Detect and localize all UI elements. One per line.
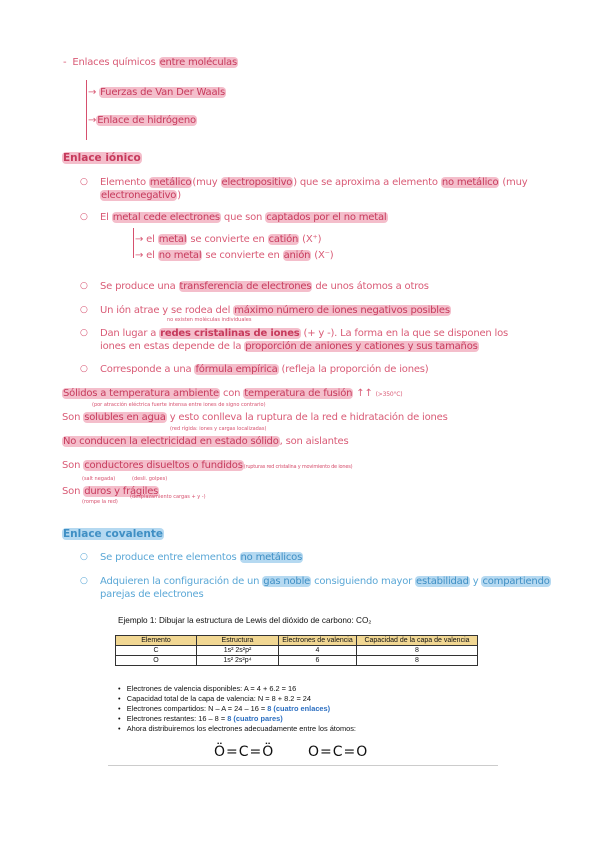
note-blows: (desli. golpes) — [132, 476, 168, 482]
ionic-item-5: Dan lugar a redes cristalinas de iones (+ y -). La forma en la que se disponen los — [100, 328, 509, 339]
property-4: Son conductores disueltos o fundidos(rupturas red cristalina y movimiento de iones) — [62, 460, 353, 471]
ionic-item-5-cont: iones en estas depende de la proporción de aniones y cationes y sus tamaños — [100, 341, 478, 352]
table-cell: 1s² 2s²p² — [197, 646, 279, 656]
bullet-icon: ○ — [80, 212, 88, 222]
table-row — [116, 646, 478, 656]
anion-line: → el no metal se convierte en anión (X⁻) — [135, 250, 334, 261]
ionic-item-1: Elemento metálico(muy electropositivo) que se aproxima a elemento no metálico (muy — [100, 177, 528, 188]
table-header: Elemento — [116, 636, 197, 646]
bullet-icon: ○ — [80, 552, 88, 562]
ionic-item-3: Se produce una transferencia de electrones de unos átomos a otros — [100, 281, 429, 292]
note-rigid-lattice: (red rígida: iones y cargas localizadas) — [170, 426, 267, 432]
bullet-icon: ○ — [80, 281, 88, 291]
table-cell: C — [116, 646, 197, 656]
table-cell: 1s² 2s²p⁴ — [197, 656, 279, 666]
branch-hbond: →Enlace de hidrógeno — [88, 115, 196, 126]
property-5: Son duros y frágiles — [62, 486, 159, 497]
table-cell: 8 — [357, 656, 478, 666]
table-cell: 6 — [279, 656, 357, 666]
example-bullet-5: • Ahora distribuiremos los electrones adecuadamente entre los átomos: — [118, 724, 356, 733]
table-header: Capacidad de la capa de valencia — [357, 636, 478, 646]
table-header: Electrones de valencia — [279, 636, 357, 646]
lewis-structure-plain: O=C=O — [308, 744, 369, 760]
bullet-icon: ○ — [80, 177, 88, 187]
example-table — [115, 635, 478, 666]
ionic-item-6: Corresponde a una fórmula empírica (refleja la proporción de iones) — [100, 364, 429, 375]
ionic-item-4: Un ión atrae y se rodea del máximo número de iones negativos posibles — [100, 305, 450, 316]
tree-line — [86, 80, 87, 140]
bullet-icon: ○ — [80, 305, 88, 315]
note-breaks-lattice: (rompe la red) — [82, 499, 118, 505]
ionic-item-1-cont: electronegativo) — [101, 190, 181, 201]
example-bullet-2: • Capacidad total de la capa de valencia: N = 8 + 8.2 = 24 — [118, 694, 312, 703]
example-bullet-4: • Electrones restantes: 16 – 8 = 8 (cuatro pares) — [118, 714, 283, 723]
ionic-item-2: El metal cede electrones que son captados por el no metal — [100, 212, 387, 223]
property-3: No conducen la electricidad en estado sólido, son aislantes — [63, 436, 349, 447]
example-table-wrap — [115, 635, 478, 666]
covalent-item-2: Adquieren la configuración de un gas noble consiguiendo mayor estabilidad y compartiendo — [100, 576, 550, 587]
example-title: Ejemplo 1: Dibujar la estructura de Lewis del dióxido de carbono: CO₂ — [118, 616, 372, 625]
table-row — [116, 656, 478, 666]
table-header: Estructura — [197, 636, 279, 646]
branch-line — [133, 228, 134, 258]
note-attraction: (por atracción eléctrica fuerte intensa entre iones de signo contrario) — [92, 402, 266, 408]
table-header-row — [116, 636, 478, 646]
top-line: - Enlaces químicos entre moléculas — [63, 57, 237, 68]
table-cell: 4 — [279, 646, 357, 656]
note-salt: (salt negada) — [82, 476, 116, 482]
ionic-heading: Enlace iónico — [63, 152, 141, 164]
bullet-icon: ○ — [80, 364, 88, 374]
table-cell: O — [116, 656, 197, 666]
bullet-icon: ○ — [80, 576, 88, 586]
branch-vdw: → Fuerzas de Van Der Waals — [88, 87, 225, 98]
divider — [108, 765, 498, 766]
bullet-icon: ○ — [80, 328, 88, 338]
table-cell: 8 — [357, 646, 478, 656]
covalent-heading: Enlace covalente — [63, 528, 164, 540]
covalent-item-2-cont: parejas de electrones — [100, 589, 204, 600]
cation-line: → el metal se convierte en catión (X⁺) — [135, 234, 322, 245]
note-charge-shift: (desplazamiento cargas + y -) — [130, 494, 206, 500]
lewis-structure-dotted: Ö=C=Ö — [214, 744, 275, 760]
property-2: Son solubles en agua y esto conlleva la ruptura de la red e hidratación de iones — [62, 412, 448, 423]
covalent-item-1: Se produce entre elementos no metálicos — [100, 552, 303, 563]
property-1: Sólidos a temperatura ambiente con temperatura de fusión ↑↑ (>350°C) — [63, 388, 403, 399]
note-no-molecules: no existen moléculas individuales — [167, 317, 252, 323]
example-bullet-3: • Electrones compartidos: N – A = 24 – 16 = 8 (cuatro enlaces) — [118, 704, 331, 713]
example-bullet-1: • Electrones de valencia disponibles: A = 4 + 6.2 = 16 — [118, 684, 297, 693]
